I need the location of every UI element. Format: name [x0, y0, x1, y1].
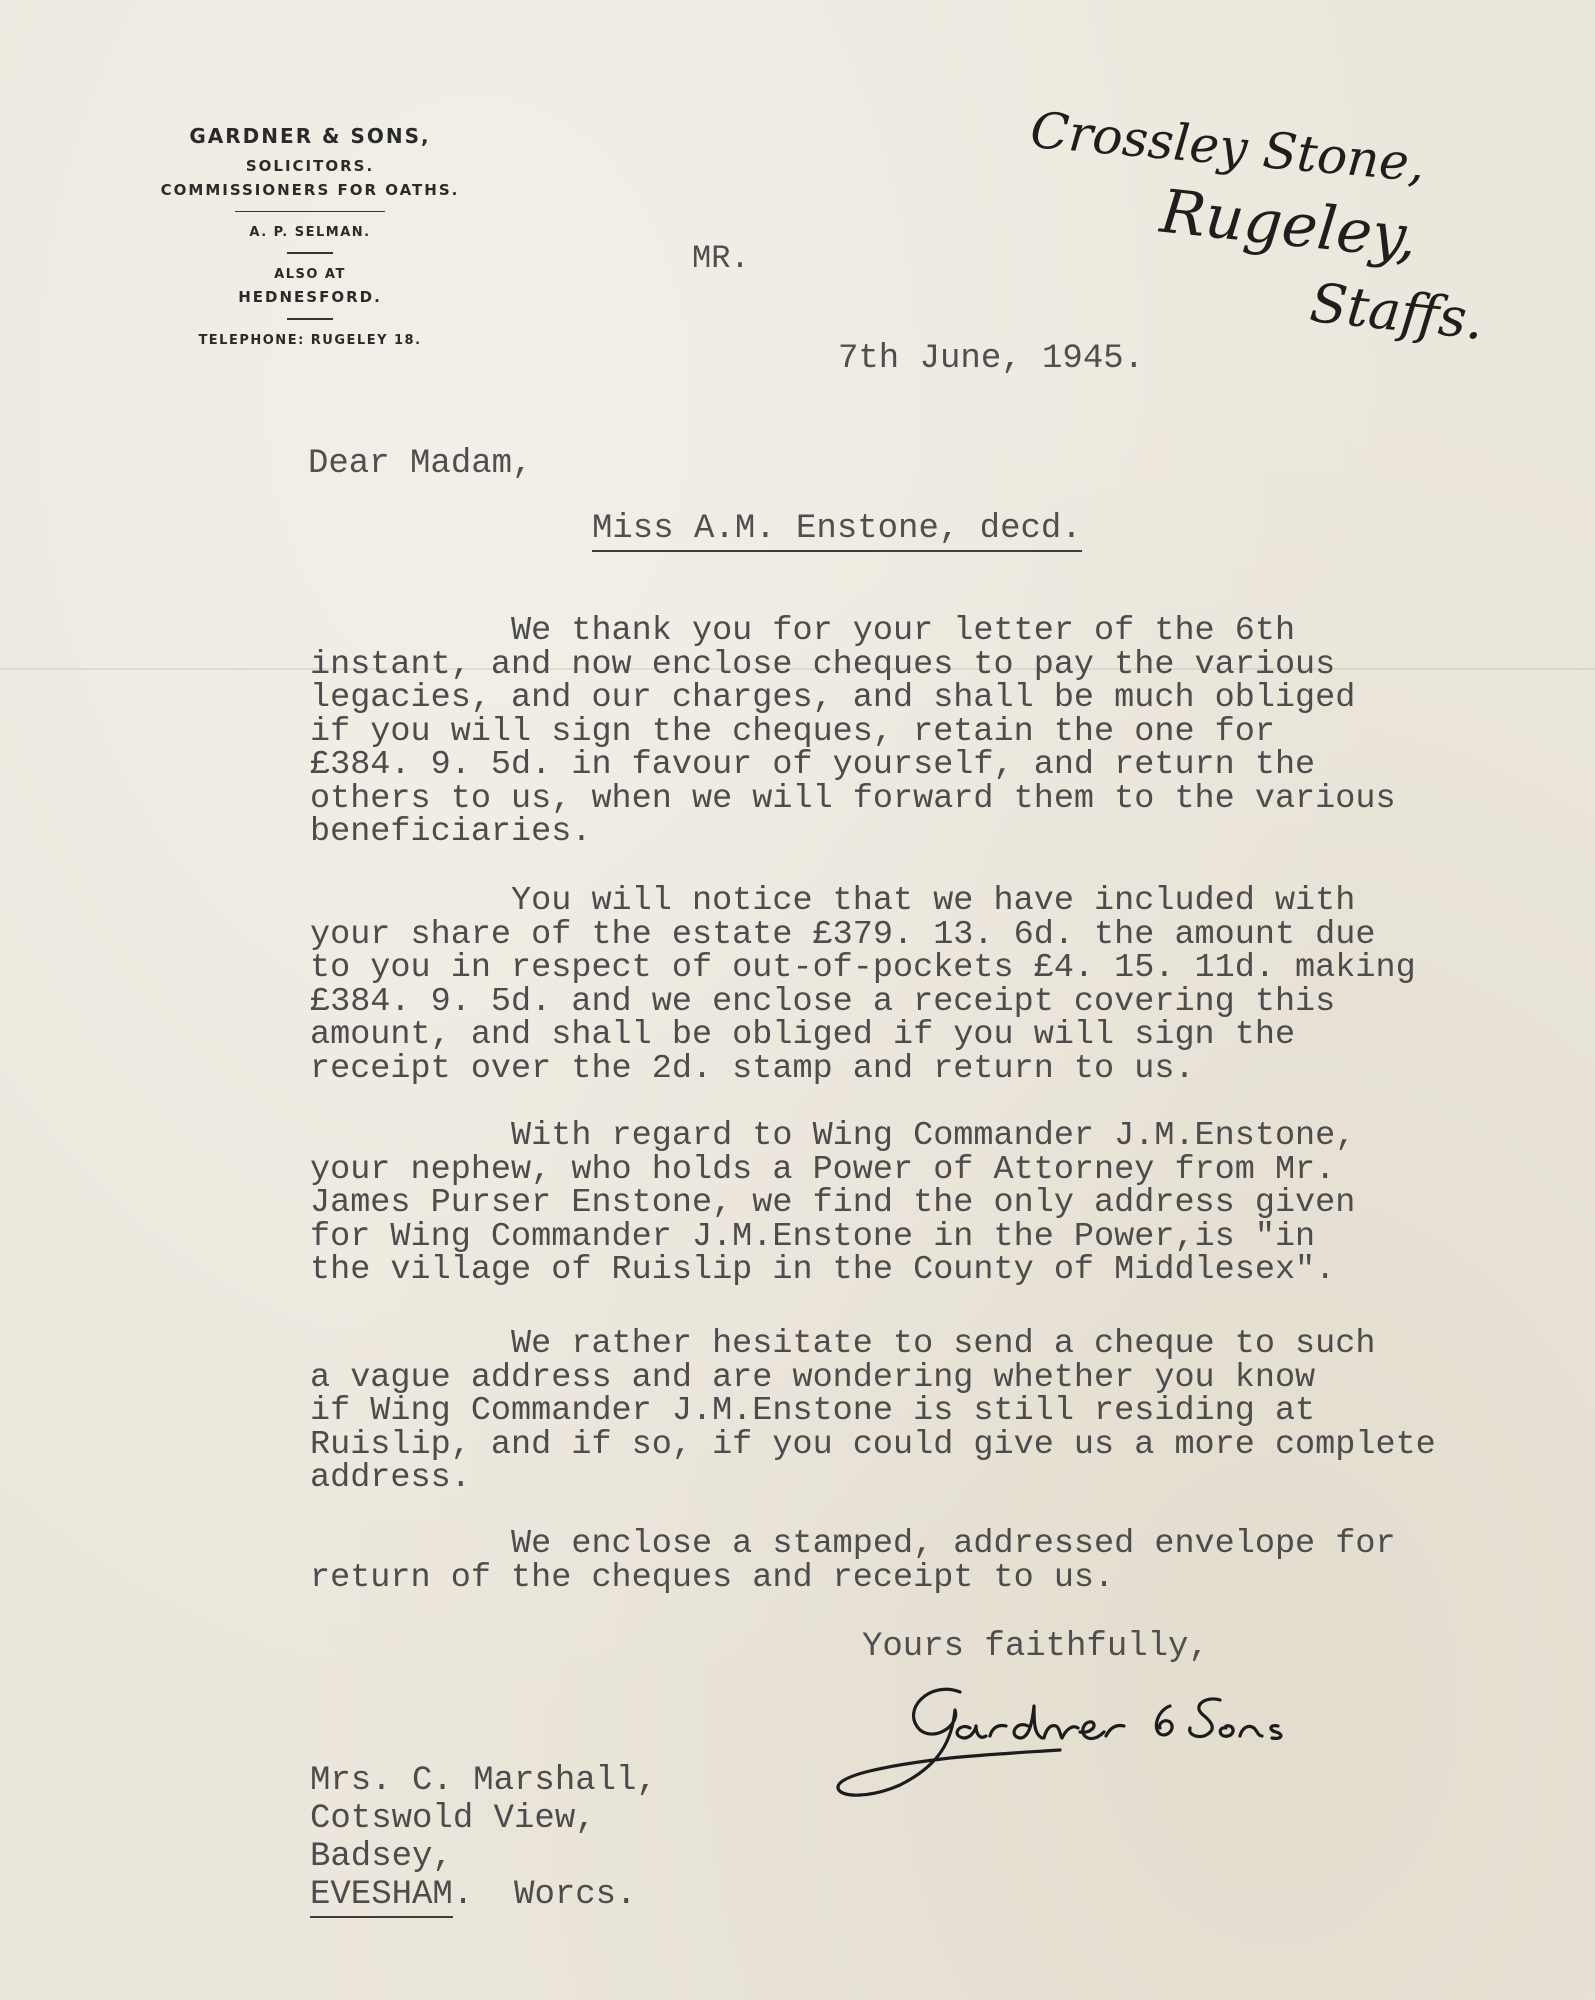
body-paragraph-2 — [310, 882, 1416, 1088]
body-line: to you in respect of out-of-pockets £4. 15. 11d. making — [310, 949, 1416, 987]
letter-date: 7th June, 1945. — [838, 340, 1145, 378]
letterhead-divider — [287, 252, 333, 254]
body-line: address. — [310, 1459, 471, 1497]
body-line: With regard to Wing Commander J.M.Enstone, — [310, 1117, 1356, 1155]
body-line: if Wing Commander J.M.Enstone is still residing at — [310, 1392, 1316, 1430]
subject-text: Miss A.M. Enstone, decd. — [592, 510, 1082, 552]
body-line: We enclose a stamped, addressed envelope for — [310, 1525, 1396, 1563]
recipient-county: . Worcs. — [452, 1876, 637, 1914]
body-line: instant, and now enclose cheques to pay the various — [310, 645, 1336, 684]
body-line: a vague address and are wondering whether you know — [310, 1358, 1316, 1397]
recipient-town: EVESHAM — [310, 1876, 453, 1918]
body-paragraph-3 — [310, 1117, 1356, 1289]
body-line: others to us, when we will forward them to the various — [310, 779, 1396, 818]
body-line: beneficiaries. — [310, 813, 592, 851]
body-line: We thank you for your letter of the 6th — [310, 612, 1296, 650]
body-line: legacies, and our charges, and shall be much obliged — [310, 679, 1356, 717]
closing: Yours faithfully, — [862, 1628, 1209, 1666]
signature-drawing — [830, 1670, 1450, 1810]
body-line: your share of the estate £379. 13. 6d. the amount due — [310, 915, 1376, 954]
branch-town: HEDNESFORD. — [238, 288, 382, 306]
body-line: your nephew, who holds a Power of Attorney from Mr. — [310, 1150, 1336, 1189]
address-line-street: Crossley Stone, — [1028, 100, 1428, 194]
body-line: amount, and shall be obliged if you will sign the — [310, 1016, 1296, 1054]
body-paragraph-4 — [310, 1325, 1436, 1497]
partner-name: A. P. SELMAN. — [249, 225, 371, 240]
telephone-line: TELEPHONE: RUGELEY 18. — [198, 333, 422, 348]
body-line: receipt over the 2d. stamp and return to us. — [310, 1049, 1195, 1088]
body-line: return of the cheques and receipt to us. — [310, 1558, 1115, 1597]
recipient-name: Mrs. C. Marshall, — [310, 1762, 657, 1800]
body-line: if you will sign the cheques, retain the one for — [310, 712, 1275, 751]
also-at-label: ALSO AT — [274, 267, 346, 282]
recipient-address — [310, 1762, 657, 1914]
body-line: We rather hesitate to send a cheque to such — [310, 1325, 1376, 1363]
body-paragraph-1 — [310, 612, 1396, 851]
body-line: You will notice that we have included with — [310, 882, 1356, 920]
letterhead-divider — [287, 318, 333, 320]
body-line: £384. 9. 5d. and we enclose a receipt covering this — [310, 982, 1336, 1021]
letterhead-divider — [235, 211, 385, 212]
body-line: James Purser Enstone, we find the only address given — [310, 1184, 1356, 1222]
reference: MR. — [692, 240, 750, 277]
address-line-town: Rugeley, — [1157, 176, 1421, 274]
address-line-county: Staffs. — [1307, 271, 1487, 352]
letterhead — [130, 124, 490, 351]
firm-line-solicitors: SOLICITORS. — [245, 157, 375, 175]
recipient-village: Badsey, — [310, 1838, 453, 1876]
body-paragraph-5 — [310, 1525, 1396, 1597]
firm-line-commissioners: COMMISSIONERS FOR OATHS. — [160, 181, 460, 199]
recipient-house: Cotswold View, — [310, 1800, 596, 1838]
salutation: Dear Madam, — [308, 445, 533, 483]
body-line: £384. 9. 5d. in favour of yourself, and return the — [310, 746, 1316, 784]
body-line: Ruislip, and if so, if you could give us a more complete — [310, 1425, 1436, 1464]
body-line: the village of Ruislip in the County of Middlesex". — [310, 1251, 1336, 1289]
firm-name: GARDNER & SONS, — [189, 124, 431, 148]
signature — [830, 1670, 1450, 1815]
subject-line — [592, 510, 1082, 548]
recipient-town-line — [310, 1876, 657, 1914]
body-line: for Wing Commander J.M.Enstone in the Power,is "in — [310, 1217, 1316, 1256]
